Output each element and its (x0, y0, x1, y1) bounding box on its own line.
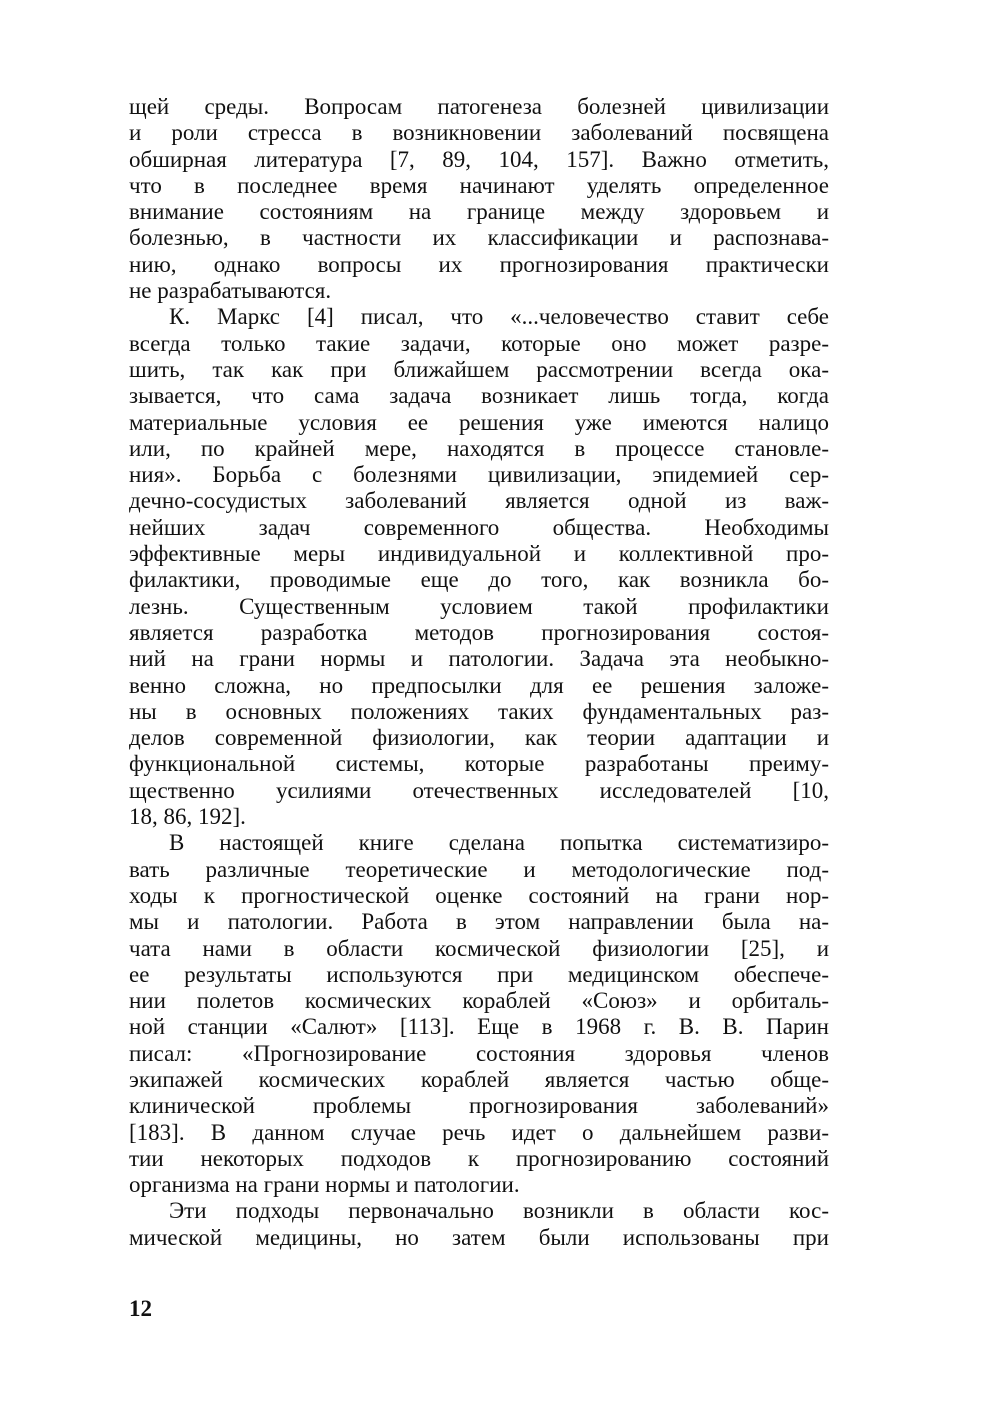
text-line: всегда только такие задачи, которые оно может разре- (129, 330, 829, 356)
text-line: материальные условия ее решения уже имеются налицо (129, 409, 829, 435)
text-line: К. Маркс [4] писал, что «...человечество ставит себе (169, 304, 829, 330)
text-line: писал: «Прогнозирование состояния здоровья членов (129, 1040, 829, 1066)
text-line: экипажей космических кораблей является частью обще- (129, 1066, 829, 1092)
text-line: внимание состояниям на границе между здоровьем и (129, 199, 829, 225)
text-line: ны в основных положениях таких фундаментальных раз- (129, 698, 829, 724)
text-line: венно сложна, но предпосылки для ее решения заложе- (129, 672, 829, 698)
text-line: ее результаты используются при медицинском обеспече- (129, 961, 829, 987)
text-line: ния». Борьба с болезнями цивилизации, эпидемией сер- (129, 462, 829, 488)
text-line: болезнью, в частности их классификации и распознава- (129, 225, 829, 251)
text-line: лезнь. Существенным условием такой профилактики (129, 593, 829, 619)
text-line: вать различные теоретические и методологические под- (129, 856, 829, 882)
text-line: клинической проблемы прогнозирования заболеваний» (129, 1093, 829, 1119)
paragraph (129, 304, 829, 830)
text-line: щей среды. Вопросам патогенеза болезней цивилизации (129, 94, 829, 119)
text-line: мической медицины, но затем были использованы при (129, 1224, 829, 1250)
text-line: ходы к прогностической оценке состояний на грани нор- (129, 882, 829, 908)
text-line: нию, однако вопросы их прогнозирования практически (129, 251, 829, 277)
text-line: мы и патологии. Работа в этом направлении была на- (129, 909, 829, 935)
text-line: шить, так как при ближайшем рассмотрении всегда ока- (129, 356, 829, 382)
text-line: или, по крайней мере, находятся в процессе становле- (129, 435, 829, 461)
body-text (129, 94, 829, 1251)
text-line: зывается, что сама задача возникает лишь тогда, когда (129, 383, 829, 409)
text-line: что в последнее время начинают уделять определенное (129, 172, 829, 198)
text-line: нейших задач современного общества. Необходимы (129, 514, 829, 540)
paragraph (129, 1198, 829, 1251)
text-line: филактики, проводимые еще до того, как возникла бо- (129, 567, 829, 593)
text-line: щественно усилиями отечественных исследователей [10, (129, 777, 829, 803)
text-line: [183]. В данном случае речь идет о дальнейшем разви- (129, 1119, 829, 1145)
text-line: организма на грани нормы и патологии. (129, 1172, 520, 1198)
text-line: тии некоторых подходов к прогнозированию состояний (129, 1145, 829, 1171)
text-line: и роли стресса в возникновении заболеваний посвящена (129, 120, 829, 146)
text-line: дечно-сосудистых заболеваний является одной из важ- (129, 488, 829, 514)
text-line: делов современной физиологии, как теории адаптации и (129, 725, 829, 751)
text-line: функциональной системы, которые разработаны преиму- (129, 751, 829, 777)
text-line: В настоящей книге сделана попытка систематизиро- (169, 830, 829, 856)
text-line: не разрабатываются. (129, 278, 332, 304)
text-line: Эти подходы первоначально возникли в области кос- (169, 1198, 829, 1224)
text-line: чата нами в области космической физиологии [25], и (129, 935, 829, 961)
page-number: 12 (129, 1296, 152, 1321)
paragraph (129, 94, 829, 304)
paragraph (129, 830, 829, 1198)
text-line: 18, 86, 192]. (129, 804, 246, 830)
text-line: эффективные меры индивидуальной и коллективной про- (129, 541, 829, 567)
text-line: ной станции «Салют» [113]. Еще в 1968 г. В. В. Парин (129, 1014, 829, 1040)
text-line: обширная литература [7, 89, 104, 157]. Важно отметить, (129, 146, 829, 172)
text-line: является разработка методов прогнозирования состоя- (129, 619, 829, 645)
text-line: ний на грани нормы и патологии. Задача эта необыкно- (129, 646, 829, 672)
text-line: нии полетов космических кораблей «Союз» и орбиталь- (129, 988, 829, 1014)
